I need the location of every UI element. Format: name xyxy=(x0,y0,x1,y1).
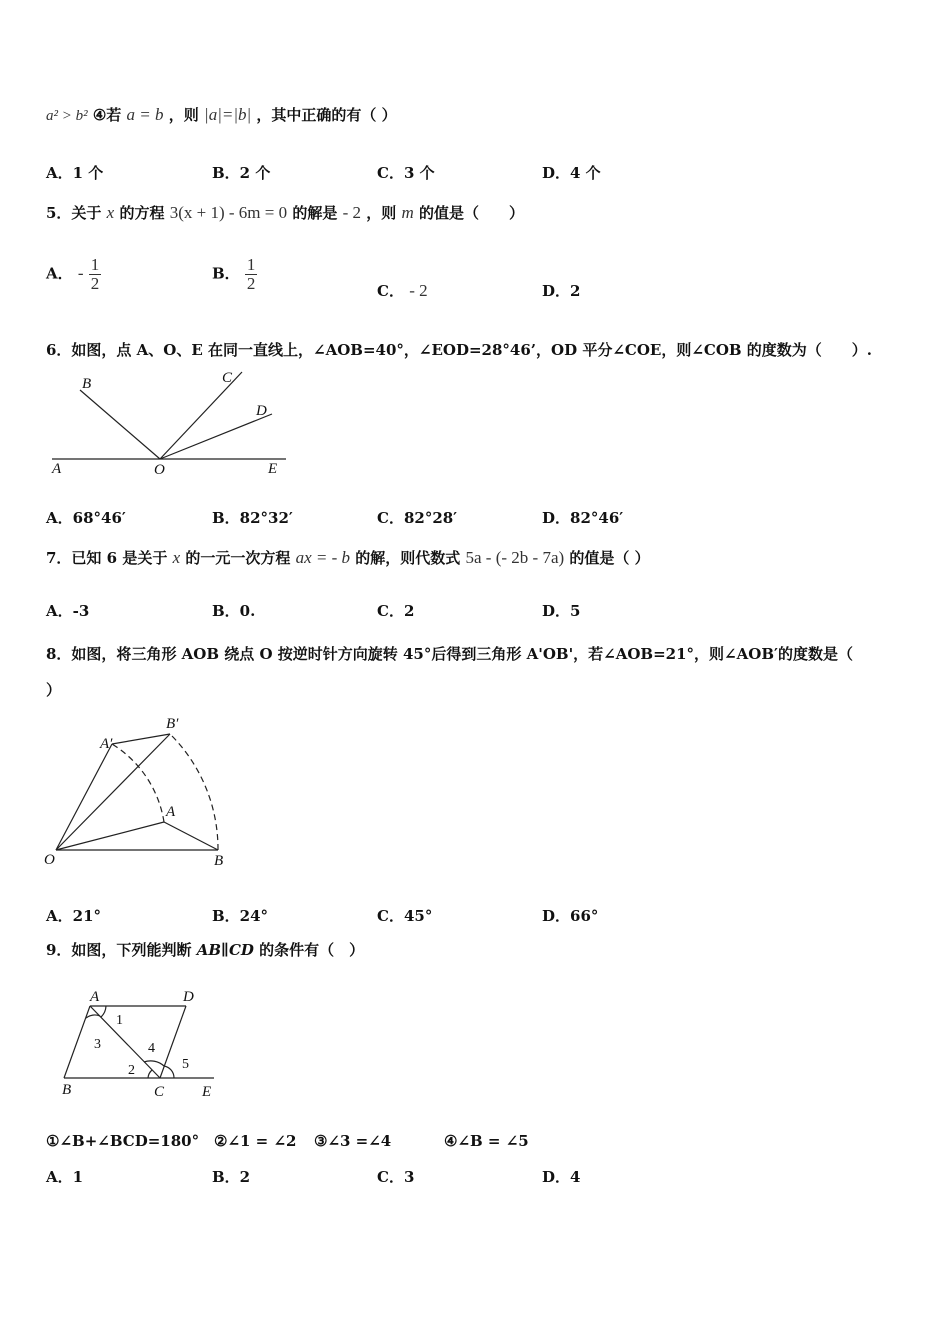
q8-option-d[interactable]: D．66° xyxy=(542,907,599,925)
q7-p4: 的值是（ ） xyxy=(569,549,650,567)
q9-condition-1: ①∠B+∠BCD=180° xyxy=(46,1132,200,1150)
q8-side-oa xyxy=(56,822,164,850)
q6-label-b: B xyxy=(82,376,92,392)
q8-label-b1: B′ xyxy=(166,716,179,732)
q9-angle-arc-3 xyxy=(86,1015,100,1018)
q9-label-b: B xyxy=(62,1082,72,1098)
q4-option-d[interactable]: D．4 个 xyxy=(542,164,601,182)
q5-option-a-denominator: 2 xyxy=(90,274,100,293)
q8-label-a1: A′ xyxy=(100,736,113,752)
q6-question: 6．如图，点 A、O、E 在同一直线上，∠AOB=40°，∠EOD=28°46’，OD 平分∠COE，则∠COB 的度数为（ ）. xyxy=(46,341,873,359)
q7-question xyxy=(46,547,650,568)
q5-solution: - 2 xyxy=(342,203,361,222)
q4-option-c[interactable]: C．3 个 xyxy=(377,164,435,182)
q6-option-c[interactable]: C．82°28′ xyxy=(377,509,458,527)
q4-statement xyxy=(46,104,397,125)
q9-condition-4: ④∠B = ∠5 xyxy=(444,1132,529,1150)
q6-ray-od xyxy=(160,414,272,459)
q7-option-c[interactable]: C．2 xyxy=(377,602,415,620)
q9-p2: 的条件有（ ） xyxy=(259,941,365,959)
q9-label-angle-5: 5 xyxy=(182,1057,189,1072)
q9-question xyxy=(46,939,364,960)
q5-option-c-value: - 2 xyxy=(409,281,428,300)
q4-option-a[interactable]: A．1 个 xyxy=(46,164,104,182)
q5-option-a-label: A． xyxy=(46,264,73,283)
q8-arc-a xyxy=(112,744,164,822)
q5-option-b-fraction xyxy=(245,256,258,293)
q4-mid: ，则 xyxy=(168,106,199,124)
q5-option-a-numerator: 1 xyxy=(90,255,100,274)
q7-expression: 5a - (- 2b - 7a) xyxy=(465,548,565,567)
q8-option-b[interactable]: B．24° xyxy=(212,907,269,925)
q5-p4: ，则 xyxy=(366,204,397,222)
q4-tail: ，其中正确的有（ ） xyxy=(256,106,397,124)
q5-p2: 的方程 xyxy=(119,204,165,222)
q5-option-c[interactable] xyxy=(377,280,428,301)
q7-option-d[interactable]: D．5 xyxy=(542,602,581,620)
q9-label-c: C xyxy=(154,1084,165,1100)
q7-p3: 的解，则代数式 xyxy=(355,549,461,567)
q5-p5: 的值是（ ） xyxy=(419,204,525,222)
q9-ab-parallel-cd: AB∥CD xyxy=(196,941,254,959)
q5-option-b-label: B． xyxy=(212,264,240,283)
q7-option-b[interactable]: B．0. xyxy=(212,602,256,620)
q5-var-x: x xyxy=(106,203,115,222)
q6-label-o: O xyxy=(154,462,165,478)
q4-math-abs: |a|=|b| xyxy=(204,105,252,124)
q7-equation: ax = - b xyxy=(295,548,351,567)
q7-var-x: x xyxy=(172,548,181,567)
q8-arc-b xyxy=(170,734,218,850)
q9-label-a: A xyxy=(90,989,100,1005)
q9-option-d[interactable]: D．4 xyxy=(542,1168,581,1186)
q4-math-a2gtb2: a² > b² xyxy=(46,108,88,124)
q5-var-m: m xyxy=(401,203,414,222)
q5-question xyxy=(46,202,524,223)
q7-p1: 7．已知 6 是关于 xyxy=(46,549,168,567)
q8-figure xyxy=(40,712,240,872)
q9-angle-arc-2 xyxy=(148,1070,152,1078)
q5-option-b-denominator: 2 xyxy=(246,274,256,293)
q8-label-b: B xyxy=(214,853,224,869)
q8-side-ob1 xyxy=(56,734,170,850)
q6-label-e: E xyxy=(268,461,278,477)
q8-side-oa1 xyxy=(56,744,112,850)
q6-label-c: C xyxy=(222,370,233,386)
q9-label-angle-1: 1 xyxy=(116,1013,123,1028)
q9-condition-3: ③∠3 =∠4 xyxy=(314,1132,392,1150)
q7-option-a[interactable]: A．-3 xyxy=(46,602,90,620)
q5-option-d[interactable]: D．2 xyxy=(542,282,581,300)
q9-angle-arc-1 xyxy=(101,1006,106,1017)
q6-label-d: D xyxy=(256,403,267,419)
q6-ray-ob xyxy=(80,390,160,459)
q5-option-a[interactable] xyxy=(46,256,101,293)
q9-angle-arc-5 xyxy=(164,1066,174,1078)
q9-p1: 9．如图，下列能判断 xyxy=(46,941,192,959)
q8-option-c[interactable]: C．45° xyxy=(377,907,433,925)
q4-math-aeqb: a = b xyxy=(126,105,164,124)
q7-p2: 的一元一次方程 xyxy=(185,549,291,567)
q9-option-c[interactable]: C．3 xyxy=(377,1168,415,1186)
q9-figure xyxy=(56,982,226,1102)
q6-figure xyxy=(46,362,296,480)
q9-option-a[interactable]: A．1 xyxy=(46,1168,84,1186)
q5-p3: 的解是 xyxy=(292,204,338,222)
q5-option-b-numerator: 1 xyxy=(246,255,256,274)
q5-option-a-sign: - xyxy=(77,263,84,283)
q9-label-angle-3: 3 xyxy=(94,1037,101,1052)
q8-side-ab xyxy=(164,822,218,850)
q5-option-c-label: C． xyxy=(377,282,404,300)
q9-label-angle-4: 4 xyxy=(148,1041,155,1056)
q6-label-a: A xyxy=(52,461,62,477)
q5-p1: 5．关于 xyxy=(46,204,102,222)
q8-option-a[interactable]: A．21° xyxy=(46,907,102,925)
q6-option-a[interactable]: A．68°46′ xyxy=(46,509,126,527)
q5-option-b[interactable] xyxy=(212,256,257,293)
q9-label-d: D xyxy=(183,989,194,1005)
q4-label-4: ④若 xyxy=(92,106,122,124)
q4-option-b[interactable]: B．2 个 xyxy=(212,164,271,182)
q9-option-b[interactable]: B．2 xyxy=(212,1168,251,1186)
q6-option-b[interactable]: B．82°32′ xyxy=(212,509,293,527)
q5-option-a-fraction xyxy=(89,256,102,293)
q5-equation: 3(x + 1) - 6m = 0 xyxy=(169,203,288,222)
q8-question-line2: ） xyxy=(46,681,62,699)
q8-label-a: A xyxy=(166,804,176,820)
q9-label-e: E xyxy=(202,1084,212,1100)
q8-label-o: O xyxy=(44,852,55,868)
q9-side-ab xyxy=(64,1006,90,1078)
q8-question-line1: 8．如图，将三角形 AOB 绕点 O 按逆时针方向旋转 45°后得到三角形 A'OB'，若∠AOB=21°，则∠AOB′的度数是（ xyxy=(46,645,853,663)
q9-condition-2: ②∠1 = ∠2 xyxy=(214,1132,297,1150)
q6-option-d[interactable]: D．82°46′ xyxy=(542,509,624,527)
q9-label-angle-2: 2 xyxy=(128,1063,135,1078)
